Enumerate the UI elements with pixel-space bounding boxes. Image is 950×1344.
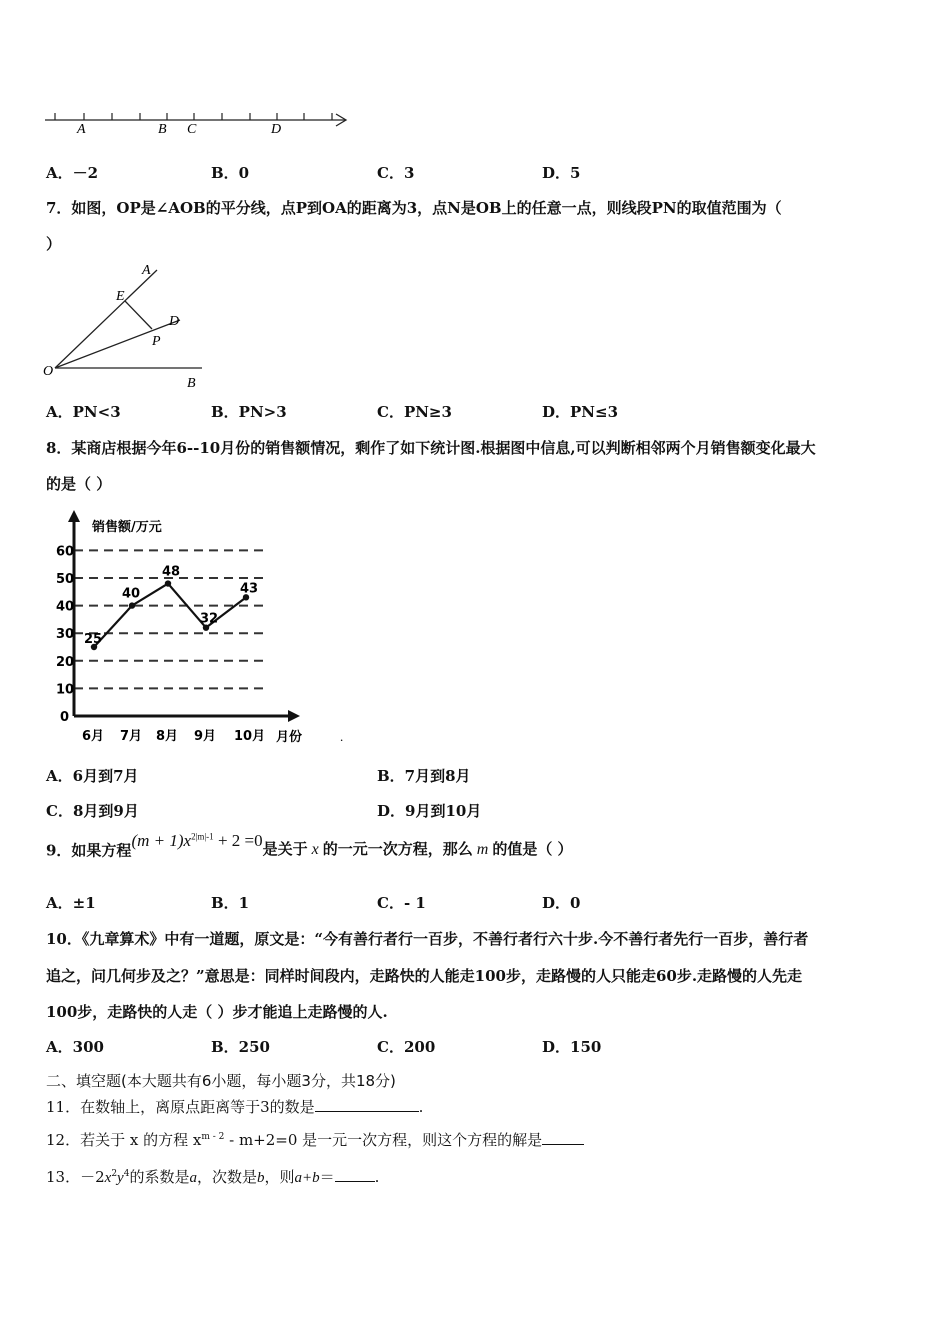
q9-stem <box>46 831 573 861</box>
q13-x-exponent: 2 <box>111 1169 118 1179</box>
q12-exponent: m - 2 <box>201 1132 225 1142</box>
figure-label-d: D <box>169 314 180 329</box>
chart-x-axis-title: 月份 <box>276 730 303 745</box>
q13-var-x: x <box>104 1170 112 1186</box>
q9-mid2: 的一元一次方程，那么 <box>322 840 473 858</box>
q13-a-plus-b: a+b <box>294 1170 320 1186</box>
chart-data-label: 40 <box>122 586 141 602</box>
chart-data-label: 43 <box>240 581 259 597</box>
q7-option-b: B．PN>3 <box>211 403 287 421</box>
q7-option-a: A．PN<3 <box>46 403 121 421</box>
q11-text: 11．在数轴上，离原点距离等于3的数是 <box>46 1098 315 1116</box>
chart-y-tick: 50 <box>56 572 75 587</box>
chart-y-tick: 10 <box>56 682 75 698</box>
q12-stem <box>46 1129 584 1150</box>
q13-end: . <box>374 1168 380 1186</box>
chart-point <box>129 602 135 608</box>
numberline-label-b: B <box>158 122 167 137</box>
chart-y-axis-title: 销售额/万元 <box>92 520 162 535</box>
figure-label-o: O <box>43 364 54 379</box>
q9-option-b: B．1 <box>211 894 250 912</box>
q9-equation <box>131 831 262 851</box>
q9-eq-exponent: 2|m|-1 <box>191 831 214 842</box>
q8-option-b: B．7月到8月 <box>377 767 471 785</box>
q12-answer-blank[interactable] <box>542 1130 584 1145</box>
q9-suffix: 的值是（ ） <box>492 840 573 858</box>
chart-x-tick: 9月 <box>194 729 217 744</box>
q13-mid3: ，则 <box>264 1168 295 1186</box>
q9-eq-main: (m + 1)x <box>131 831 192 850</box>
q8-stem-line2: 的是（ ） <box>46 475 112 493</box>
chart-x-tick: 8月 <box>156 729 179 744</box>
q10-stem-line2: 追之，问几何步及之？”意思是：同样时间段内，走路快的人能走100步，走路慢的人只能走60步.走路慢的人先走 <box>46 967 803 985</box>
chart-x-tick: 6月 <box>82 729 105 744</box>
numberline-label-a: A <box>77 122 86 137</box>
q13-mid1: 的系数是 <box>129 1168 190 1186</box>
q9-option-c: C．- 1 <box>377 894 426 912</box>
figure-label-e: E <box>116 289 125 304</box>
chart-y-tick: 30 <box>56 627 75 643</box>
chart-data-label: 48 <box>162 564 181 580</box>
numberline-label-c: C <box>187 122 197 137</box>
q9-prefix: 9．如果方程 <box>46 841 132 860</box>
q13-var-b: b <box>256 1170 265 1186</box>
q7-option-c: C．PN≥3 <box>377 403 452 421</box>
sales-line-chart <box>44 508 354 753</box>
chart-y-tick: 40 <box>56 599 75 615</box>
numberline-label-d: D <box>271 122 282 137</box>
q8-stem-line1: 8．某商店根据今年6--10月份的销售额情况，剩作了如下统计图.根据图中信息,可以判断相邻两个月销售额变化最大 <box>46 439 816 457</box>
q13-stem <box>46 1166 379 1187</box>
q11-stem <box>46 1096 423 1117</box>
figure-label-b: B <box>187 376 196 391</box>
chart-y-tick: 60 <box>56 544 75 560</box>
chart-data-label: 25 <box>84 632 103 647</box>
q13-var-a: a <box>189 1170 197 1186</box>
q9-eq-rest: + 2 =0 <box>213 831 263 850</box>
q13-mid4: ＝ <box>319 1168 335 1186</box>
number-line-figure <box>40 100 360 145</box>
q13-var-y: y <box>117 1170 124 1186</box>
q8-option-c: C．8月到9月 <box>46 802 139 820</box>
q10-option-d: D．150 <box>542 1038 602 1056</box>
q10-option-c: C．200 <box>377 1038 436 1056</box>
chart-x-tick: 10月 <box>234 729 266 744</box>
q13-y-exponent: 4 <box>123 1169 130 1179</box>
q13-answer-blank[interactable] <box>335 1167 375 1182</box>
q8-option-d: D．9月到10月 <box>377 802 482 820</box>
chart-data-label: 32 <box>200 611 219 627</box>
q6-option-b: B．0 <box>211 164 250 182</box>
q6-option-d: D．5 <box>542 164 581 182</box>
q7-option-d: D．PN≤3 <box>542 403 619 421</box>
q7-stem-line2: ） <box>46 235 62 253</box>
q13-mid2: ，次数是 <box>196 1168 257 1186</box>
q10-stem-line3: 100步，走路快的人走（ ）步才能追上走路慢的人. <box>46 1003 388 1021</box>
q9-mid: 是关于 <box>262 840 308 858</box>
q10-option-a: A．300 <box>46 1038 104 1056</box>
q6-option-c: C．3 <box>377 164 415 182</box>
q12-prefix: 12．若关于 x 的方程 x <box>46 1131 202 1149</box>
q10-stem-line1: 10．《九章算术》中有一道题，原文是：“今有善行者行一百步，不善行者行六十步.今不善行者先行一百步，善行者 <box>46 930 809 948</box>
q9-var-m: m <box>476 841 489 858</box>
q9-option-d: D．0 <box>542 894 581 912</box>
figure-label-p: P <box>152 334 161 349</box>
svg-text:.: . <box>340 729 344 744</box>
q11-end: . <box>418 1098 424 1116</box>
chart-x-tick: 7月 <box>120 729 143 744</box>
chart-point <box>165 580 171 586</box>
q12-suffix: - m+2=0 是一元一次方程，则这个方程的解是 <box>224 1131 543 1149</box>
q11-answer-blank[interactable] <box>315 1097 419 1112</box>
chart-y-tick: 20 <box>56 654 75 670</box>
angle-bisector-figure <box>40 258 215 393</box>
q9-var-x: x <box>311 841 319 858</box>
q7-stem-line1: 7．如图，OP是∠AOB的平分线，点P到OA的距离为3，点N是OB上的任意一点，则线段PN的取值范围为（ <box>46 199 782 217</box>
figure-label-a: A <box>142 263 151 278</box>
q9-option-a: A．±1 <box>46 894 96 912</box>
q6-option-a: A．－2 <box>46 164 99 182</box>
section-2-title: 二、填空题(本大题共有6小题，每小题3分，共18分) <box>46 1072 396 1090</box>
chart-series-line <box>94 584 246 647</box>
q13-prefix: 13．－2 <box>46 1168 105 1186</box>
q8-option-a: A．6月到7月 <box>46 767 139 785</box>
q10-option-b: B．250 <box>211 1038 270 1056</box>
chart-y-tick: 0 <box>60 710 70 725</box>
